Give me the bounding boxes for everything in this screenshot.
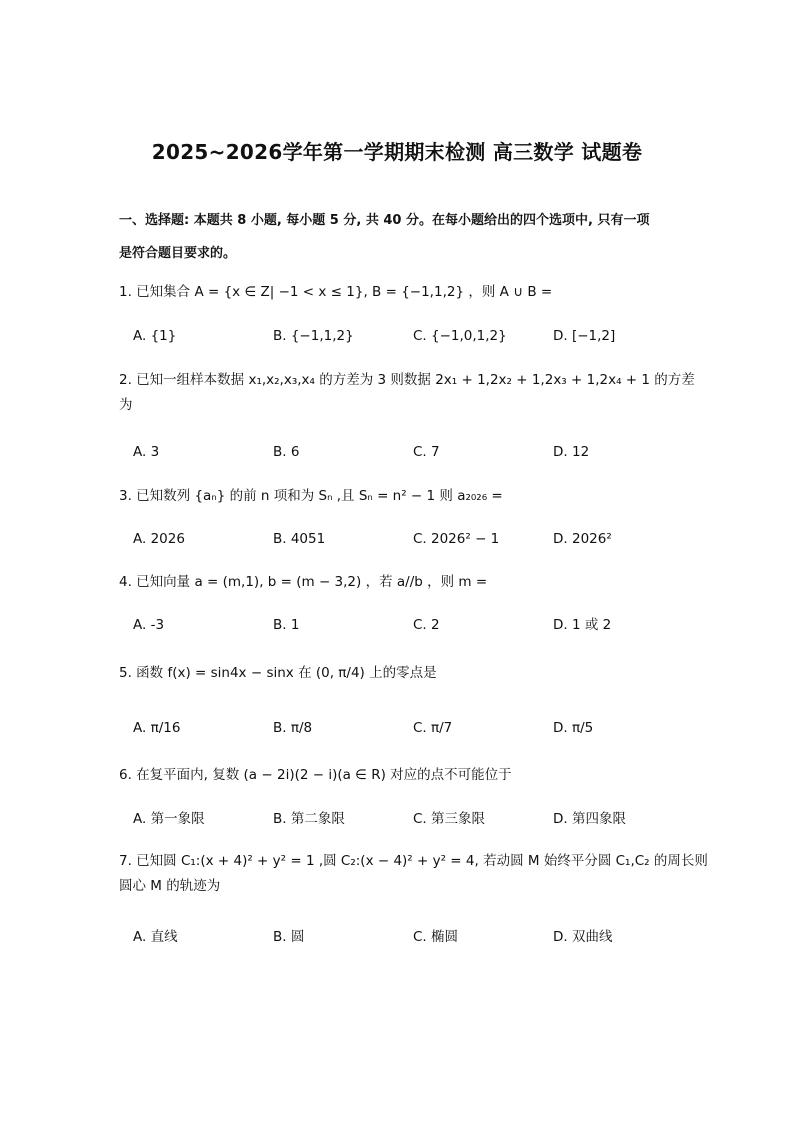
q2-option-b: B. 6	[273, 444, 300, 460]
question-3-line-1: 3. 已知数列 {aₙ} 的前 n 项和为 Sₙ ,且 Sₙ = n² − 1 则 a₂₀₂₆ =	[119, 488, 503, 504]
q3-option-b: B. 4051	[273, 531, 326, 547]
q1-option-a: A. {1}	[133, 328, 177, 344]
q1-option-b: B. {−1,1,2}	[273, 328, 354, 344]
q3-option-a: A. 2026	[133, 531, 185, 547]
q5-option-b: B. π/8	[273, 720, 313, 736]
question-6-line-1: 6. 在复平面内, 复数 (a − 2i)(2 − i)(a ∈ R) 对应的点不可能位于	[119, 767, 512, 783]
q6-option-c: C. 第三象限	[413, 811, 486, 827]
q4-option-a: A. -3	[133, 617, 165, 633]
question-7-options	[133, 926, 693, 948]
question-2-options	[133, 441, 693, 463]
q2-option-d: D. 12	[553, 444, 590, 460]
question-4-line-1: 4. 已知向量 a = (m,1), b = (m − 3,2) ，若 a//b ，则 m =	[119, 574, 488, 590]
question-5-stem	[119, 661, 679, 686]
q5-option-a: A. π/16	[133, 720, 181, 736]
question-4-stem	[119, 570, 679, 595]
q1-option-d: D. [−1,2]	[553, 328, 616, 344]
section-line-2: 是符合题目要求的。	[119, 246, 237, 261]
question-1-stem	[119, 280, 679, 305]
q7-option-a: A. 直线	[133, 929, 178, 945]
q2-option-c: C. 7	[413, 444, 440, 460]
q2-option-a: A. 3	[133, 444, 160, 460]
question-2-line-1: 2. 已知一组样本数据 x₁,x₂,x₃,x₄ 的方差为 3 则数据 2x₁ + 1,2x₂ + 1,2x₃ + 1,2x₄ + 1 的方差	[119, 372, 695, 388]
question-2-line-2: 为	[119, 397, 133, 413]
question-4-options	[133, 614, 693, 636]
question-3-options	[133, 528, 693, 550]
q7-option-b: B. 圆	[273, 929, 305, 945]
question-7-stem	[119, 849, 708, 899]
q6-option-b: B. 第二象限	[273, 811, 345, 827]
q4-option-c: C. 2	[413, 617, 440, 633]
q3-option-c: C. 2026² − 1	[413, 531, 500, 547]
q4-option-d: D. 1 或 2	[553, 617, 612, 633]
q7-option-d: D. 双曲线	[553, 929, 613, 945]
q1-option-c: C. {−1,0,1,2}	[413, 328, 507, 344]
question-1-options	[133, 325, 693, 347]
question-7-line-1: 7. 已知圆 C₁:(x + 4)² + y² = 1 ,圆 C₂:(x − 4)² + y² = 4, 若动圆 M 始终平分圆 C₁,C₂ 的周长则	[119, 853, 708, 869]
question-1-line-1: 1. 已知集合 A = {x ∈ Z| −1 < x ≤ 1}, B = {−1,1,2} ，则 A ∪ B =	[119, 284, 553, 300]
q5-option-c: C. π/7	[413, 720, 453, 736]
question-2-stem	[119, 368, 695, 418]
question-5-line-1: 5. 函数 f(x) = sin4x − sinx 在 (0, π/4) 上的零点是	[119, 665, 437, 681]
q6-option-a: A. 第一象限	[133, 811, 205, 827]
q5-option-d: D. π/5	[553, 720, 594, 736]
question-3-stem	[119, 484, 679, 509]
question-7-line-2: 圆心 M 的轨迹为	[119, 878, 221, 894]
section-line-1: 一、选择题: 本题共 8 小题, 每小题 5 分, 共 40 分。在每小题给出的四个选项中, 只有一项	[119, 213, 650, 228]
q3-option-d: D. 2026²	[553, 531, 612, 547]
question-6-stem	[119, 763, 679, 788]
section-instructions	[119, 204, 679, 270]
exam-title: 2025~2026学年第一学期期末检测 高三数学 试题卷	[151, 140, 643, 164]
q4-option-b: B. 1	[273, 617, 300, 633]
q7-option-c: C. 椭圆	[413, 929, 459, 945]
q6-option-d: D. 第四象限	[553, 811, 626, 827]
question-6-options	[133, 808, 693, 830]
question-5-options	[133, 717, 693, 739]
